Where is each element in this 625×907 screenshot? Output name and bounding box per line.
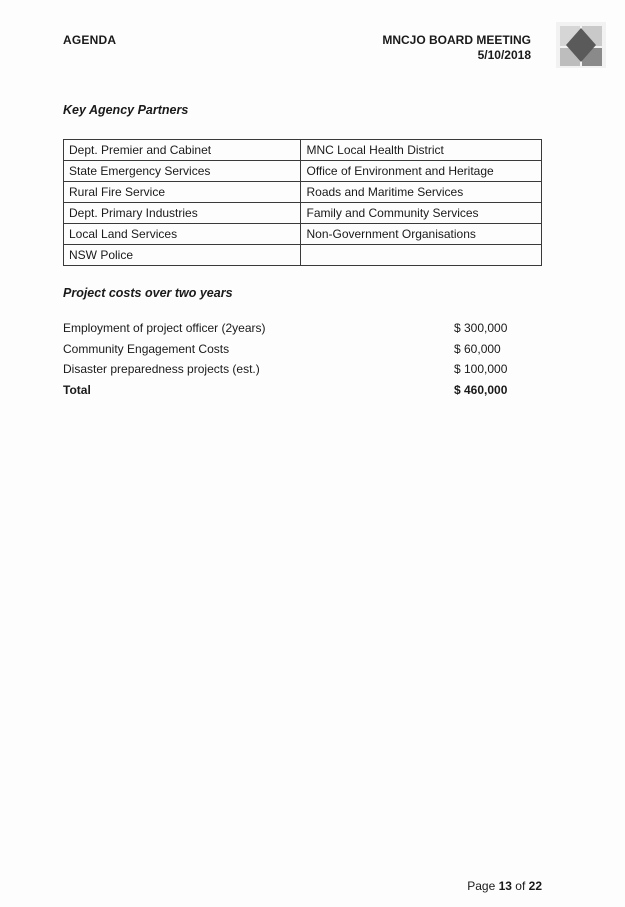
table-cell: State Emergency Services [64, 161, 301, 182]
header-meeting-date: 5/10/2018 [477, 48, 531, 62]
page-number-of: of [511, 879, 529, 893]
table-cell: Local Land Services [64, 224, 301, 245]
cost-amount: $ 460,000 [454, 382, 508, 397]
table-cell [301, 245, 542, 266]
page-number-prefix: Page [467, 879, 499, 893]
cost-amount: $ 300,000 [454, 321, 508, 335]
table-cell: Office of Environment and Heritage [301, 161, 542, 182]
table-row [64, 203, 542, 224]
cost-label: Disaster preparedness projects (est.) [63, 362, 260, 376]
cost-label: Community Engagement Costs [63, 341, 230, 356]
cost-amount: $ 60,000 [454, 341, 501, 356]
table-cell: NSW Police [64, 245, 301, 266]
table-row [64, 182, 542, 203]
table-cell: Dept. Premier and Cabinet [64, 140, 301, 161]
partners-table [63, 139, 542, 266]
table-cell: Dept. Primary Industries [64, 203, 301, 224]
table-row [64, 224, 542, 245]
section-title-costs: Project costs over two years [63, 286, 233, 300]
table-cell: MNC Local Health District [301, 140, 542, 161]
section-title-partners: Key Agency Partners [63, 103, 189, 117]
table-row [64, 140, 542, 161]
table-cell: Non-Government Organisations [301, 224, 542, 245]
table-cell: Family and Community Services [301, 203, 542, 224]
table-row [64, 161, 542, 182]
header-meeting [382, 33, 531, 63]
page-number-current: 13 [498, 879, 512, 893]
cost-amount: $ 100,000 [454, 362, 508, 376]
table-cell: Rural Fire Service [64, 182, 301, 203]
header-meeting-title: MNCJO BOARD MEETING [382, 33, 531, 47]
cost-label: Employment of project officer (2years) [63, 321, 266, 335]
cost-row [63, 359, 513, 380]
cost-row [63, 339, 513, 360]
page-number [467, 879, 542, 893]
cost-row [63, 318, 513, 339]
cost-label: Total [63, 382, 91, 397]
costs-list [63, 318, 513, 400]
table-row [64, 245, 542, 266]
header-agenda: AGENDA [63, 33, 117, 47]
page-number-total: 22 [528, 879, 542, 893]
cost-total-row [63, 380, 513, 401]
table-cell: Roads and Maritime Services [301, 182, 542, 203]
organisation-logo-icon [556, 22, 606, 68]
